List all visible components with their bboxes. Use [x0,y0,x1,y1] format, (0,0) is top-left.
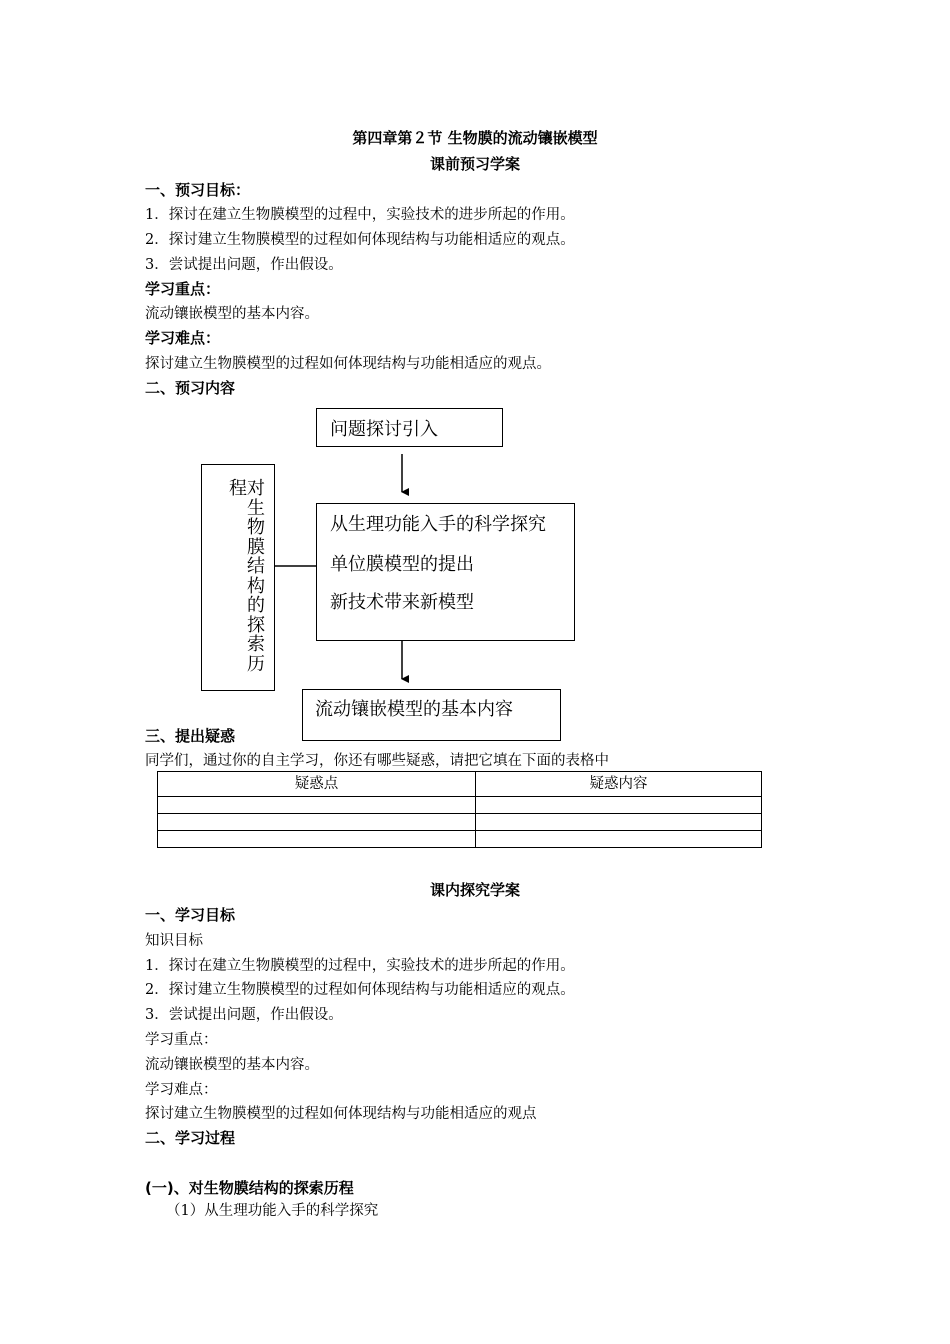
column-header: 疑惑点 [158,772,476,797]
side-box [201,464,275,691]
inclass-goals-heading: 一、学习目标 [145,906,236,924]
bottom-box [302,689,561,741]
inclass-item-1: （1）从生理功能入手的科学探究 [166,1203,379,1219]
inclass-focus: 流动镶嵌模型的基本内容。 [145,1057,319,1073]
preview-goal-1: 1．探讨在建立生物膜模型的过程中，实验技术的进步所起的作用。 [145,207,575,223]
table-cell[interactable] [476,814,762,831]
table-cell[interactable] [476,831,762,848]
table-cell[interactable] [158,814,476,831]
page-title: 第四章第２节 生物膜的流动镶嵌模型 [352,129,598,147]
inclass-difficulty-heading: 学习难点： [145,1082,218,1098]
table-cell[interactable] [158,797,476,814]
middle-item-3: 新技术带来新模型 [330,592,474,613]
table-cell[interactable] [476,797,762,814]
middle-item-1: 从生理功能入手的科学探究 [330,514,546,535]
inclass-difficulty: 探讨建立生物膜模型的过程如何体现结构与功能相适应的观点 [145,1106,537,1122]
questions-heading: 三、提出疑惑 [145,727,236,745]
table-row [158,797,762,814]
side-box-col1: 对生物膜结构的探索历 [247,478,265,675]
inclass-title: 课内探究学案 [429,881,520,899]
table-header-row [158,772,762,797]
top-box-label: 问题探讨引入 [330,419,438,440]
table-row [158,814,762,831]
inclass-section-1: (一)、对生物膜结构的探索历程 [145,1179,354,1197]
preview-difficulty-heading: 学习难点： [145,329,221,347]
preview-focus: 流动镶嵌模型的基本内容。 [145,306,319,322]
questions-intro: 同学们，通过你的自主学习，你还有哪些疑惑，请把它填在下面的表格中 [145,753,609,769]
preview-goal-2: 2．探讨建立生物膜模型的过程如何体现结构与功能相适应的观点。 [145,232,575,248]
table-row [158,831,762,848]
questions-table [157,771,762,848]
table-cell[interactable] [158,831,476,848]
inclass-goal-3: 3．尝试提出问题，作出假设。 [145,1007,343,1023]
preview-goal-3: 3．尝试提出问题，作出假设。 [145,257,343,273]
preview-goals-heading: 一、预习目标： [145,181,251,199]
preview-content-heading: 二、预习内容 [145,379,236,397]
inclass-knowledge: 知识目标 [145,933,203,949]
inclass-process-heading: 二、学习过程 [145,1129,236,1147]
inclass-goal-1: 1．探讨在建立生物膜模型的过程中，实验技术的进步所起的作用。 [145,958,575,974]
page-subtitle: 课前预习学案 [429,155,520,173]
inclass-focus-heading: 学习重点： [145,1032,218,1048]
side-box-col2: 程 [229,478,247,499]
middle-item-2: 单位膜模型的提出 [330,554,474,575]
preview-focus-heading: 学习重点： [145,280,221,298]
column-header: 疑惑内容 [476,772,762,797]
preview-difficulty: 探讨建立生物膜模型的过程如何体现结构与功能相适应的观点。 [145,356,551,372]
inclass-goal-2: 2．探讨建立生物膜模型的过程如何体现结构与功能相适应的观点。 [145,982,575,998]
middle-box [316,503,575,641]
bottom-box-label: 流动镶嵌模型的基本内容 [315,699,513,720]
